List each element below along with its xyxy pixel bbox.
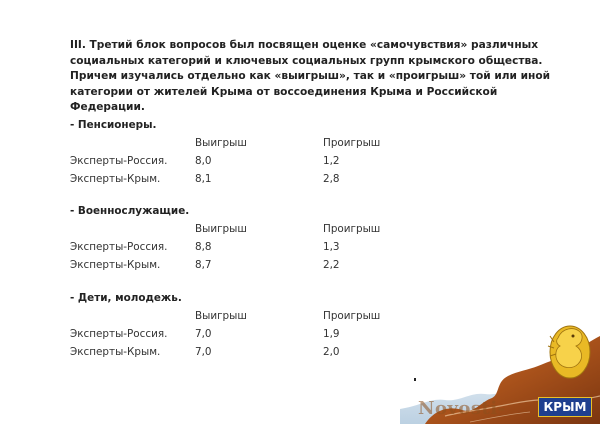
decorative-dot [414,378,416,381]
loss-value: 1,3 [323,241,340,253]
row-label: Эксперты-Крым. [70,346,161,358]
loss-value: 2,2 [323,259,340,271]
intro-paragraph [70,38,560,116]
section-title: - Пенсионеры. [70,119,157,131]
section-title: - Дети, молодежь. [70,292,182,304]
gain-header: Выигрыш [195,223,247,235]
row-label: Эксперты-Россия. [70,155,168,167]
loss-header: Проигрыш [323,310,381,322]
loss-value: 1,9 [323,328,340,340]
row-label: Эксперты-Крым. [70,173,161,185]
watermark-logo-text: Novosti- [418,398,506,419]
loss-value: 2,8 [323,173,340,185]
gain-value: 8,7 [195,259,212,271]
loss-header: Проигрыш [323,223,381,235]
gain-value: 8,1 [195,173,212,185]
gain-value: 7,0 [195,346,212,358]
gain-header: Выигрыш [195,310,247,322]
row-label: Эксперты-Крым. [70,259,161,271]
watermark-badge: КРЫМ [538,397,592,417]
gain-value: 8,0 [195,155,212,167]
row-label: Эксперты-Россия. [70,241,168,253]
gain-value: 8,8 [195,241,212,253]
loss-value: 1,2 [323,155,340,167]
loss-header: Проигрыш [323,137,381,149]
row-label: Эксперты-Россия. [70,328,168,340]
intro-text: III. Третий блок вопросов был посвящен оценке «самочувствия» различных социальных категорий и ключевых социальных групп крымского общества. Причем изучались отдельно как «выигрыш», так и «проигрыш» той или иной категории от жителей Крыма от воссоединения Крыма и Российской Федерации. [70,39,551,113]
section-title: - Военнослужащие. [70,205,190,217]
gain-value: 7,0 [195,328,212,340]
gain-header: Выигрыш [195,137,247,149]
loss-value: 2,0 [323,346,340,358]
